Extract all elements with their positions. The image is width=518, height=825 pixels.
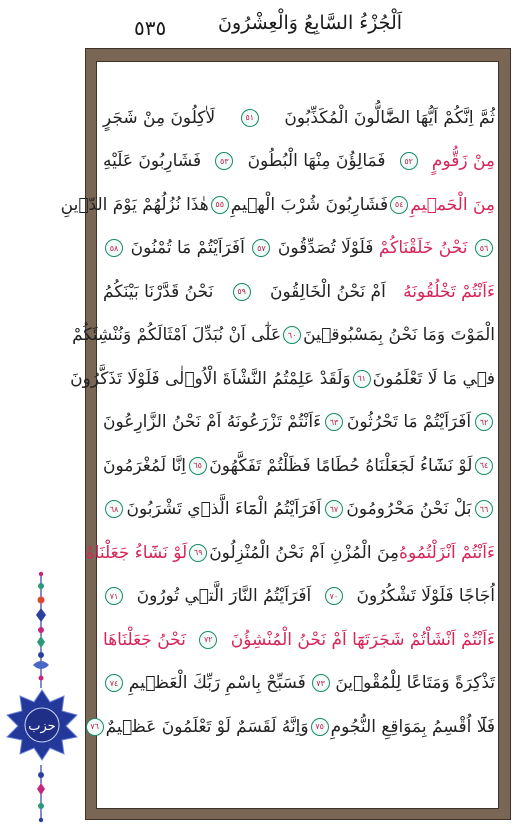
verse-text: اِنَّا لَمُغْرَمُونَ: [103, 455, 187, 476]
verse-text: فَلَوْلَا تُصَدِّقُونَ: [277, 238, 374, 259]
ayah-number-marker: ٧١: [105, 587, 123, 605]
ayah-number-marker: ٦٤: [475, 457, 493, 475]
ayah-number-marker: ٧٥: [311, 718, 329, 736]
verse-text: لَاٰكِلُونَ مِنْ شَجَرٍ: [103, 107, 216, 128]
ayah-number-marker: ٦٠: [283, 326, 301, 344]
ayah-number-marker: ٥٥: [211, 196, 229, 214]
verse-text: ءَاَنْتُمْ تَزْرَعُونَهُ اَمْ نَحْنُ الزَّارِعُونَ: [103, 412, 322, 433]
verse-text: لَوْ نَشَٓاءُ لَجَعَلْنَاهُ حُطَامًا فَظَلْتُمْ تَفَكَّهُونَ: [209, 455, 473, 476]
ayah-number-marker: ٧٤: [105, 674, 123, 692]
verse-line: [103, 270, 495, 314]
verse-text: اُجَاجًا فَلَوْلَا تَشْكُرُونَ: [356, 586, 495, 607]
rosette-icon: [4, 688, 80, 762]
page-number: ٥٣٥: [134, 16, 167, 40]
quran-text-block: [60, 96, 495, 756]
verse-line: [103, 401, 495, 445]
verse-text: ثُمَّ اِنَّكُمْ اَيُّهَا الضَّٓالُّونَ الْمُكَذِّبُونَ: [284, 107, 495, 128]
verse-line: [72, 314, 495, 358]
ayah-number-marker: ٥٩: [233, 283, 251, 301]
ayah-number-marker: ٦٩: [189, 544, 207, 562]
verse-text: اَفَرَاَيْتُمُ الْمَٓاءَ الَّذ۪ي تَشْرَبُونَ: [126, 499, 322, 520]
ayah-number-marker: ٥٦: [475, 239, 493, 257]
verse-text: هٰذَا نُزُلُهُمْ يَوْمَ الدّ۪ينِ: [60, 194, 209, 215]
verse-text: بَلْ نَحْنُ مَحْرُومُونَ: [346, 499, 472, 520]
verse-text: وَاِنَّهُ لَقَسَمٌ لَوْ تَعْلَمُونَ عَظ۪يمٌ: [105, 716, 309, 737]
verse-text: اَفَرَاَيْتُمْ مَا تُمْنُونَ: [130, 238, 245, 259]
ayah-number-marker: ٥٧: [252, 239, 270, 257]
verse-text: فَشَارِبُونَ شُرْبَ الْه۪يمِ: [230, 194, 389, 215]
highlighted-verse-text: مِنْ زَقُّومٍ: [431, 151, 495, 172]
verse-line: [103, 662, 495, 706]
highlighted-verse-text: ءَاَنْتُمْ اَنْزَلْتُمُوهُ: [399, 542, 495, 563]
highlighted-verse-text: ءَاَنْتُمْ اَنْشَاْتُمْ شَجَرَتَهَٓا اَمْ نَحْنُ الْمُنْشِؤُنَ: [230, 629, 495, 650]
verse-line: [60, 183, 495, 227]
verse-text: فَشَارِبُونَ عَلَيْهِ: [103, 151, 202, 172]
ayah-number-marker: ٦٥: [189, 457, 207, 475]
hizb-label: حزب: [28, 719, 56, 734]
verse-text: اَمْ نَحْنُ الْخَالِقُونَ: [270, 281, 386, 302]
verse-text: وَلَقَدْ عَلِمْتُمُ النَّشْاَةَ الْاُو۫لٰى فَلَوْلَا تَذَكَّرُونَ: [70, 368, 351, 389]
ayah-number-marker: ٦٦: [475, 500, 493, 518]
verse-text: فَمَالِؤُنَ مِنْهَا الْبُطُونَ: [247, 151, 386, 172]
verse-line: [103, 488, 495, 532]
highlighted-verse-text: مِنَ الْحَم۪يمِ: [410, 194, 495, 215]
verse-line: [103, 575, 495, 619]
ayah-number-marker: ٧٠: [325, 587, 343, 605]
verse-text: فَسَبِّحْ بِاسْمِ رَبِّكَ الْعَظ۪يمِ: [128, 673, 306, 694]
verse-text: نَحْنُ قَدَّرْنَا بَيْنَكُمُ: [103, 281, 214, 302]
ayah-number-marker: ٥١: [241, 109, 259, 127]
verse-text: الْمَوْتَ وَمَا نَحْنُ بِمَسْبُوق۪ينَ: [303, 325, 495, 346]
verse-line: [103, 140, 495, 184]
verse-line: [103, 618, 495, 662]
page-header: [0, 0, 518, 46]
verse-line: [90, 705, 495, 749]
hizb-medallion: [4, 688, 80, 762]
juz-title: اَلْجُزْءُ السَّابِعُ وَالْعِشْرُونَ: [218, 12, 403, 34]
verse-line: [85, 531, 495, 575]
verse-text: اَفَرَاَيْتُمُ النَّارَ الَّت۪ي تُورُونَ: [136, 586, 312, 607]
verse-line: [103, 444, 495, 488]
ayah-number-marker: ٦١: [353, 370, 371, 388]
ayah-number-marker: ٦٢: [475, 413, 493, 431]
ayah-number-marker: ٧٦: [86, 718, 104, 736]
verse-text: فَلَٓا اُقْسِمُ بِمَوَاقِعِ النُّجُومِ: [330, 716, 495, 737]
ayah-number-marker: ٦٧: [325, 500, 343, 518]
verse-line: [103, 227, 495, 271]
ayah-number-marker: ٦٣: [325, 413, 343, 431]
highlighted-verse-text: نَحْنُ خَلَقْنَاكُمْ: [378, 238, 468, 259]
ayah-number-marker: ٥٣: [215, 152, 233, 170]
ayah-number-marker: ٦٨: [105, 500, 123, 518]
verse-text: عَلٰٓى اَنْ نُبَدِّلَ اَمْثَالَكُمْ وَنُنْشِئَكُمْ: [72, 325, 282, 346]
verse-text: ف۪ي مَا لَا تَعْلَمُونَ: [372, 368, 495, 389]
ayah-number-marker: ٧٣: [312, 674, 330, 692]
highlighted-verse-text: ءَاَنْتُمْ تَخْلُقُونَهُ: [403, 281, 495, 302]
highlighted-verse-text: لَوْ نَشَٓاءُ جَعَلْنَاهُ: [85, 542, 188, 563]
ayah-number-marker: ٥٤: [390, 196, 408, 214]
highlighted-verse-text: نَحْنُ جَعَلْنَاهَا: [103, 629, 186, 650]
ayah-number-marker: ٥٢: [400, 152, 418, 170]
ayah-number-marker: ٥٨: [105, 239, 123, 257]
verse-line: [103, 96, 495, 140]
ayah-number-marker: ٧٢: [199, 631, 217, 649]
verse-text: اَفَرَاَيْتُمْ مَا تَحْرُثُونَ: [346, 412, 472, 433]
verse-line: [70, 357, 495, 401]
verse-text: تَذْكِرَةً وَمَتَاعًا لِلْمُقْو۪ينَ: [335, 673, 495, 694]
verse-text: مِنَ الْمُزْنِ اَمْ نَحْنُ الْمُنْزِلُونَ: [209, 542, 400, 563]
